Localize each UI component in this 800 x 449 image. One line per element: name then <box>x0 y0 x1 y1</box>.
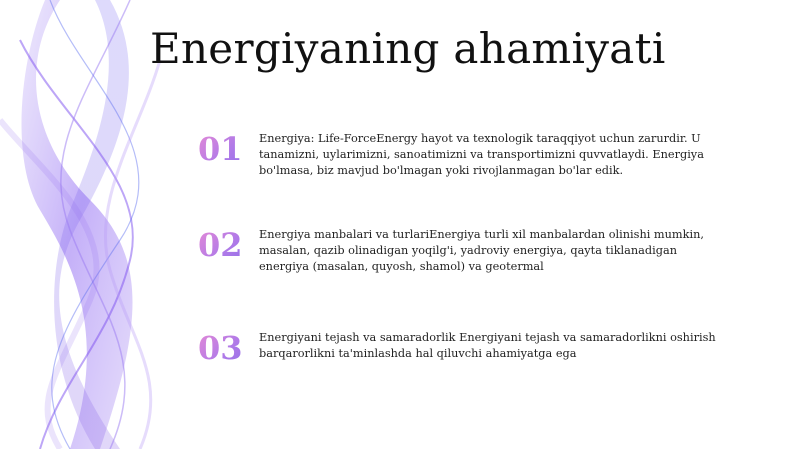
item-number: 01 <box>198 131 254 167</box>
page-title: Energiyaning ahamiyati <box>150 24 666 73</box>
item-text: Energiyani tejash va samaradorlik Energiyani tejash va samaradorlikni oshirish barqarorlikni ta'minlashda hal qiluvchi ahamiyatga ega <box>259 331 716 360</box>
item-text: Energiya: Life-ForceEnergy hayot va texnologik taraqqiyot uchun zarurdir. U tanamizni, uylarimizni, sanoatimizni va transportimizni quvvatlaydi. Energiya bo'lmasa, biz mavjud bo'lmagan yoki rivojlanmagan bo'lar edik. <box>259 132 704 177</box>
item-number: 02 <box>198 227 254 263</box>
item-text: Energiya manbalari va turlariEnergiya turli xil manbalardan olinishi mumkin, masalan, qazib olinadigan yoqilg'i, yadroviy energiya, qayta tiklanadigan energiya (masalan, quyosh, shamol) va geotermal <box>259 228 704 273</box>
item-number: 03 <box>198 330 254 366</box>
